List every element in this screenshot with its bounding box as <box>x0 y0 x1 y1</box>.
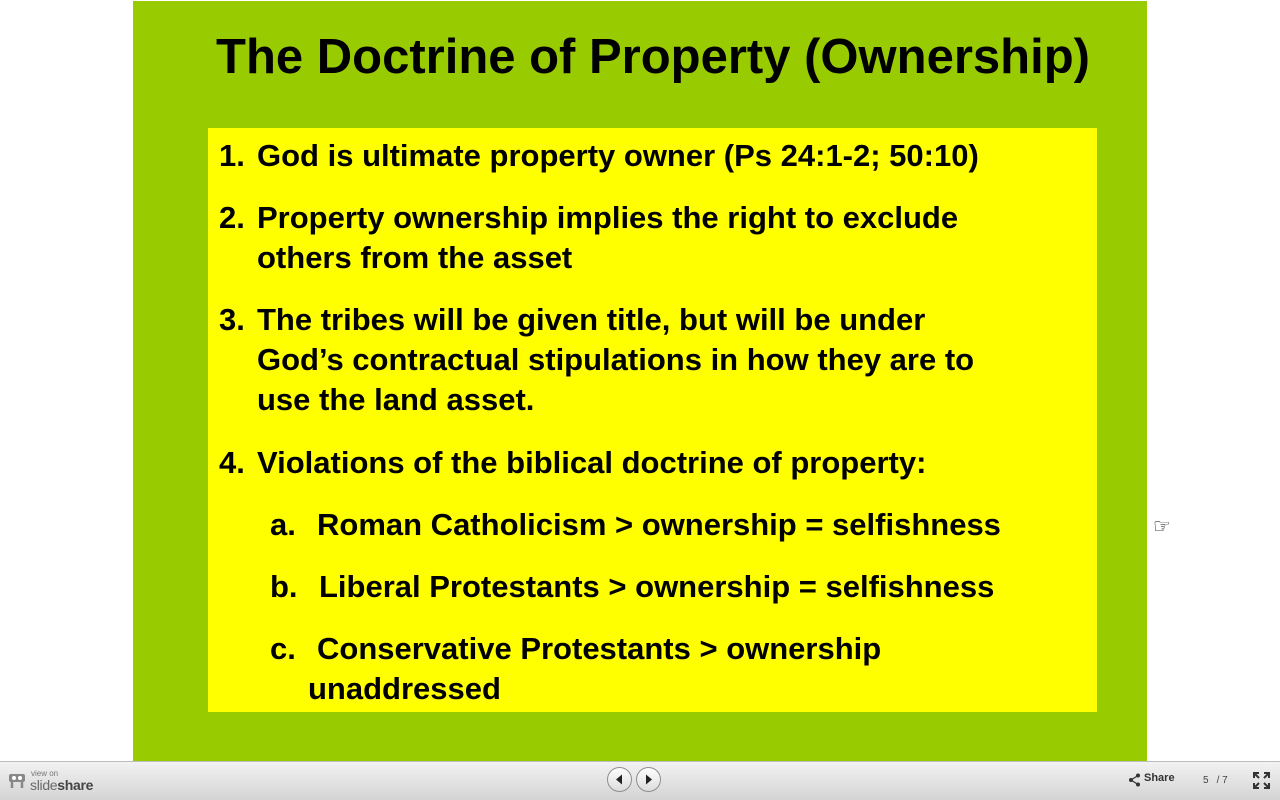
brand-name-bold: share <box>57 777 94 793</box>
hand-pointer-icon: ☞ <box>1153 514 1171 538</box>
total-pages: / 7 <box>1216 775 1228 786</box>
sub-item-letter: a. <box>270 507 296 542</box>
list-item-number: 1. <box>219 138 245 173</box>
content-box <box>208 128 1097 712</box>
slide-title: The Doctrine of Property (Ownership) <box>216 30 1090 84</box>
view-on-label: view on <box>31 769 59 778</box>
sub-item-text: unaddressed <box>308 671 501 706</box>
sub-item-letter: b. <box>270 569 298 604</box>
brand-name <box>30 777 93 793</box>
previous-slide-button[interactable] <box>607 767 632 792</box>
list-item-text: Violations of the biblical doctrine of property: <box>257 445 927 480</box>
brand-name-light: slide <box>30 777 58 793</box>
list-item-text: others from the asset <box>257 240 573 275</box>
sub-item-text: Liberal Protestants > ownership = selfishness <box>319 569 995 604</box>
view-on-slideshare-link[interactable] <box>8 769 108 795</box>
player-toolbar <box>0 761 1280 800</box>
list-item-text: God’s contractual stipulations in how they are to <box>257 342 975 377</box>
slide[interactable] <box>133 1 1147 761</box>
list-item-number: 2. <box>219 200 245 235</box>
slideshare-logo-icon <box>8 773 26 789</box>
share-label: Share <box>1144 772 1175 784</box>
list-item-number: 3. <box>219 302 245 337</box>
next-arrow-icon <box>637 768 660 791</box>
fullscreen-icon[interactable] <box>1253 772 1270 789</box>
list-item-text: The tribes will be given title, but will be under <box>257 302 926 337</box>
next-slide-button[interactable] <box>636 767 661 792</box>
page-counter <box>1203 775 1228 786</box>
list-item-text: Property ownership implies the right to exclude <box>257 200 959 235</box>
list-item-text: God is ultimate property owner (Ps 24:1-2; 50:10) <box>257 138 979 173</box>
prev-arrow-icon <box>608 768 631 791</box>
sub-item-text: Conservative Protestants > ownership <box>317 631 882 666</box>
list-item-text: use the land asset. <box>257 382 535 417</box>
list-item-number: 4. <box>219 445 245 480</box>
share-icon <box>1128 773 1141 787</box>
sub-item-letter: c. <box>270 631 296 666</box>
sub-item-text: Roman Catholicism > ownership = selfishness <box>317 507 1001 542</box>
current-page: 5 <box>1203 775 1209 786</box>
